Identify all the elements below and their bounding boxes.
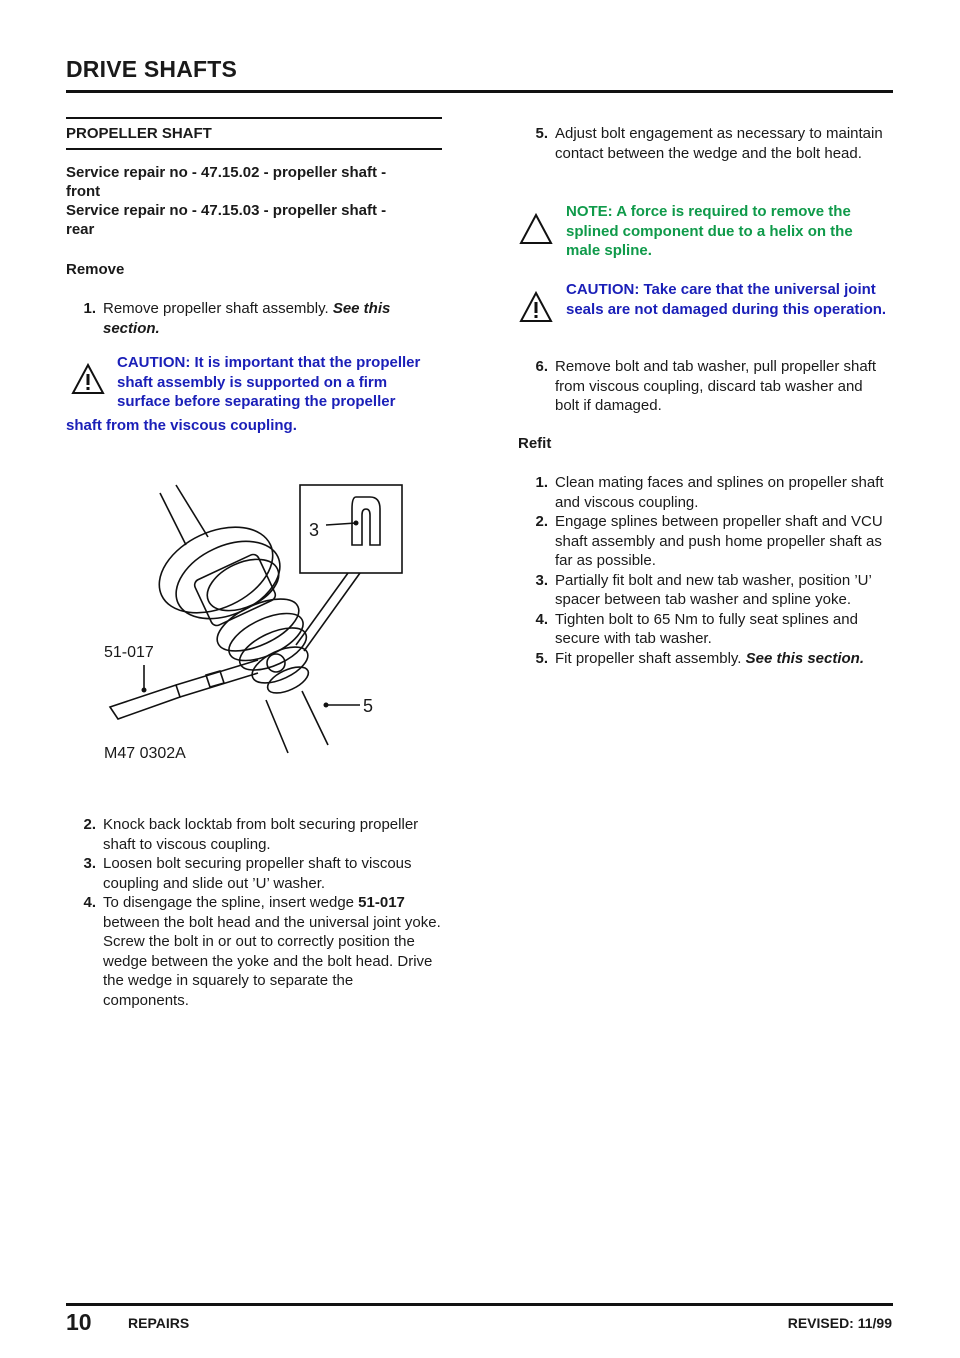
cross-reference-link-cont[interactable]: section. <box>103 319 160 337</box>
header-rule <box>66 90 893 93</box>
step-number: 1. <box>83 300 96 317</box>
service-repair-rear: Service repair no - 47.15.03 - propeller shaft - <box>66 202 387 219</box>
caution-propeller-support: CAUTION: It is important that the propeller shaft assembly is supported on a firm surface before separating the propeller <box>117 354 421 410</box>
footer-page-number: 10 <box>66 1309 92 1335</box>
caution-propeller-support-cont: shaft from the viscous coupling. <box>66 417 297 434</box>
section-rule-bottom <box>66 148 442 150</box>
note-helix-spline: NOTE: A force is required to remove the splined component due to a helix on the male spline. <box>566 203 853 259</box>
figure-id: M47 0302A <box>104 745 186 762</box>
refit-step-5: 5. Fit propeller shaft assembly. See this section. <box>535 649 865 667</box>
remove-step-5: 5. Adjust bolt engagement as necessary to maintain contact between the wedge and the bolt head. <box>535 125 883 162</box>
caution-warning-icon <box>71 363 105 395</box>
caution-warning-icon <box>519 291 553 323</box>
refit-step-3: 3. Partially fit bolt and new tab washer, position ’U’ spacer between tab washer and spline yoke. <box>535 571 872 608</box>
page-title: DRIVE SHAFTS <box>66 56 238 82</box>
figure-callout-3: 3 <box>309 520 320 540</box>
remove-step-1 <box>66 299 442 338</box>
section-rule-top <box>66 117 442 119</box>
refit-heading: Refit <box>518 435 552 452</box>
footer-revision-date: REVISED: 11/99 <box>787 1315 892 1331</box>
remove-step-4: 4. To disengage the spline, insert wedge 51-017 between the bolt head and the universal joint yoke. Screw the bolt in or out to correctly position the wedge between the yoke and the bolt head. Drive the wedge in squarely to separate the components. <box>83 894 441 1009</box>
section-title: PROPELLER SHAFT <box>66 125 212 142</box>
note-triangle-icon <box>519 213 553 245</box>
service-repair-front-cont: front <box>66 183 101 200</box>
refit-step-2: 2. Engage splines between propeller shaft and VCU shaft assembly and push home propeller shaft as far as possible. <box>535 513 883 569</box>
service-repair-front: Service repair no - 47.15.02 - propeller shaft - <box>66 164 387 181</box>
refit-step-1: 1. Clean mating faces and splines on propeller shaft and viscous coupling. <box>535 474 884 511</box>
propeller-shaft-illustration <box>98 475 418 775</box>
service-repair-rear-cont: rear <box>66 221 95 238</box>
remove-steps-list <box>66 815 442 1010</box>
remove-step-3: 3. Loosen bolt securing propeller shaft to viscous coupling and slide out ’U’ washer. <box>83 855 412 892</box>
service-repair-block <box>66 163 446 239</box>
remove-step-6: 6. Remove bolt and tab washer, pull propeller shaft from viscous coupling, discard tab washer and bolt if damaged. <box>535 358 877 414</box>
refit-step-4: 4. Tighten bolt to 65 Nm to fully seat splines and secure with tab washer. <box>535 610 858 647</box>
cross-reference-link[interactable]: See this section. <box>745 649 865 667</box>
tool-reference: 51-017 <box>358 894 405 911</box>
remove-heading: Remove <box>66 261 125 278</box>
refit-steps-list <box>518 473 890 668</box>
cross-reference-link[interactable]: See this <box>332 300 391 317</box>
figure-tool-label: 51-017 <box>104 644 154 661</box>
figure-callout-5: 5 <box>363 696 374 716</box>
footer-rule <box>66 1303 893 1306</box>
footer-section-name: REPAIRS <box>128 1315 190 1331</box>
step-text: Remove propeller shaft assembly. <box>103 300 329 317</box>
remove-step-2: 2. Knock back locktab from bolt securing propeller shaft to viscous coupling. <box>83 816 419 853</box>
caution-joint-seals: CAUTION: Take care that the universal joint seals are not damaged during this operation. <box>566 281 887 318</box>
